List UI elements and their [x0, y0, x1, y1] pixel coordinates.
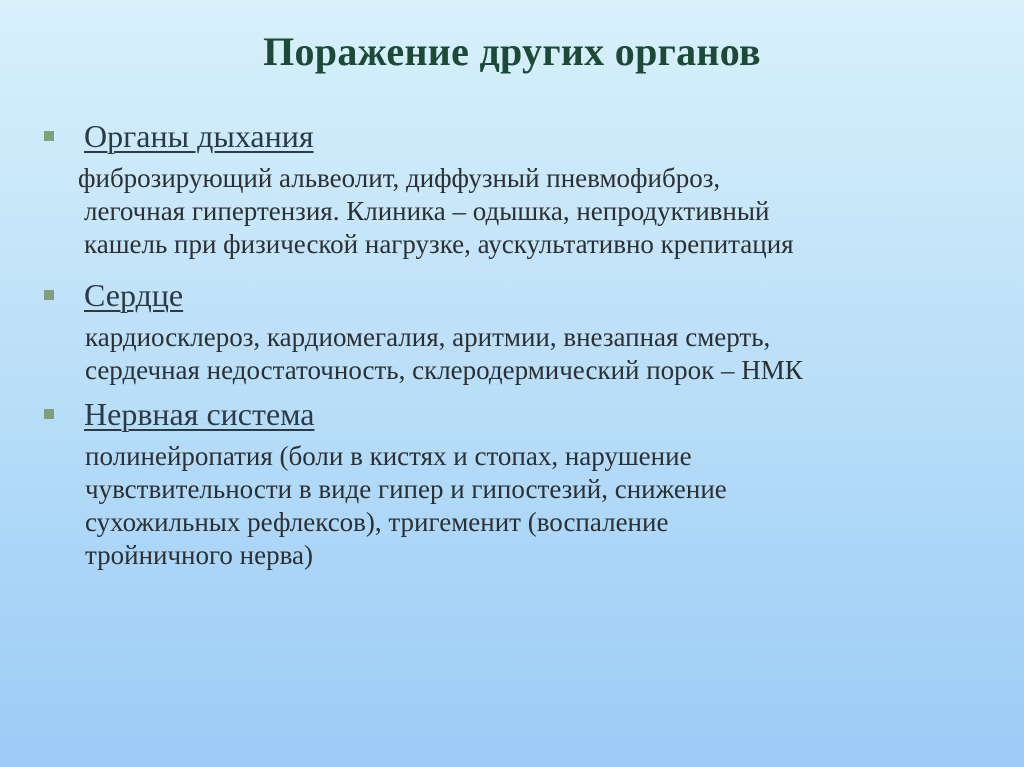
section-respiratory	[44, 118, 1004, 261]
section-heart	[44, 277, 1004, 387]
body-line: сердечная недостаточность, склеродермический порок – НМК	[85, 355, 803, 385]
section-heading: Сердце	[84, 277, 184, 313]
section-heading: Нервная система	[84, 396, 315, 432]
section-body	[44, 321, 1004, 387]
slide-title: Поражение других органов	[263, 29, 761, 74]
bullet-row	[44, 277, 1004, 317]
body-line: кардиосклероз, кардиомегалия, аритмии, внезапная смерть,	[85, 322, 771, 352]
section-body	[44, 162, 1004, 261]
body-line: чувствительности в виде гипер и гипостезий, снижение	[85, 474, 727, 504]
square-bullet-icon	[44, 131, 54, 141]
body-line: тройничного нерва)	[85, 540, 313, 570]
section-nervous-system	[44, 396, 1004, 572]
square-bullet-icon	[44, 290, 54, 300]
section-heading: Органы дыхания	[84, 118, 314, 154]
body-line: кашель при физической нагрузке, аускультативно крепитация	[84, 229, 794, 259]
section-body	[44, 440, 1004, 572]
body-line: сухожильных рефлексов), тригеменит (воспаление	[85, 507, 669, 537]
square-bullet-icon	[44, 409, 54, 419]
body-line: легочная гипертензия. Клиника – одышка, непродуктивный	[84, 196, 770, 226]
bullet-row	[44, 118, 1004, 158]
body-line: фиброзирующий альвеолит, диффузный пневмофиброз,	[78, 163, 721, 193]
body-line: полинейропатия (боли в кистях и стопах, нарушение	[85, 441, 692, 471]
bullet-row	[44, 396, 1004, 436]
